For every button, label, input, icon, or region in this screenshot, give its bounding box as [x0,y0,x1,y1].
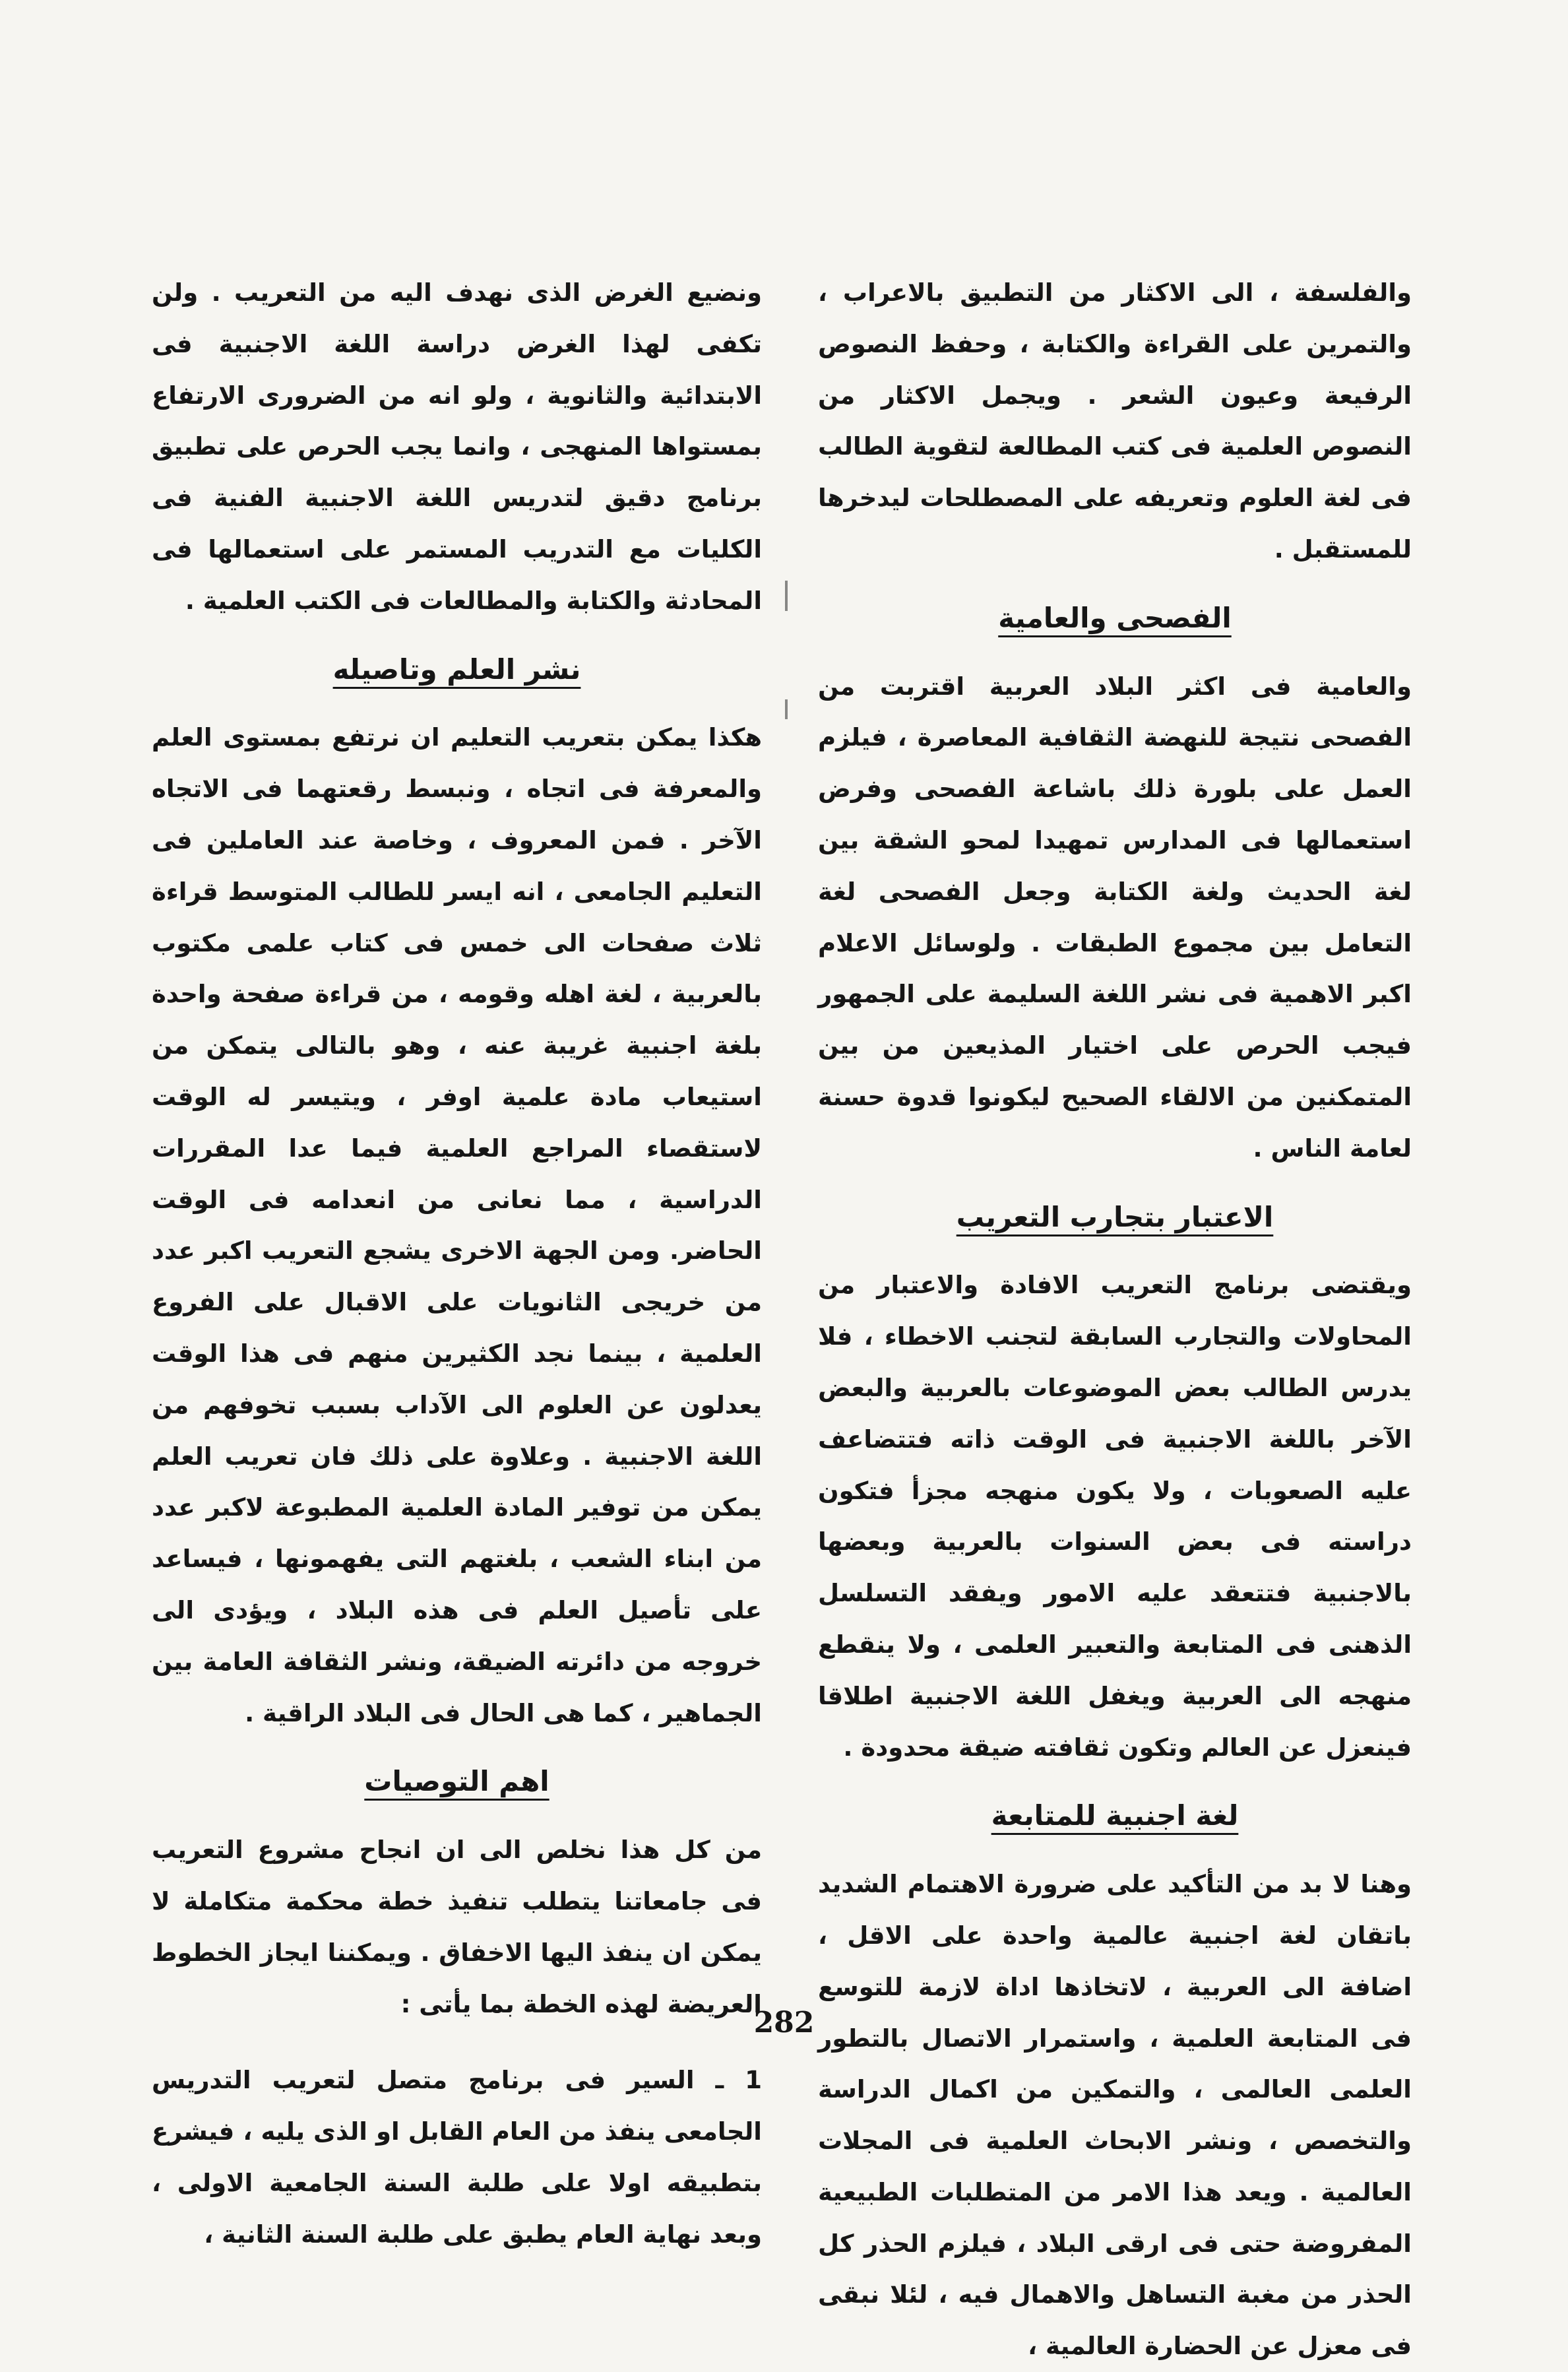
section-body-recommendations: من كل هذا نخلص الى ان انجاح مشروع التعريب فى جامعاتنا يتطلب تنفيذ خطة محكمة متكاملة لا يمكن ان ينفذ اليها الاخفاق . ويمكننا ايجاز الخطوط العريضة لهذه الخطة بما يأتى : [152,1836,762,2018]
recommendation-item-1: 1 ـ السير فى برنامج متصل لتعريب التدريس الجامعى ينفذ من العام القابل او الذى يليه ، فيشرع بتطبيقه اولا على طلبة السنة الجامعية الاولى ، وبعد نهاية العام يطبق على طلبة السنة الثانية ، [152,2066,762,2249]
heading-text: اهم التوصيات [364,1765,549,1798]
page-number: 282 [753,2006,815,2039]
left-column [152,267,762,2260]
section-heading-fusha [818,575,1412,661]
scan-artifact [785,699,788,719]
right-column [818,267,1412,2372]
scan-artifact [785,581,788,611]
heading-text: لغة اجنبية للمتابعة [991,1799,1239,1832]
heading-text: الفصحى والعامية [998,601,1232,634]
section-heading-spreading-science [152,627,762,713]
section-body-fusha: والعامية فى اكثر البلاد العربية اقتربت من الفصحى نتيجة للنهضة الثقافية المعاصرة ، فيلزم العمل على بلورة ذلك باشاعة الفصحى وفرض استعمالها فى المدارس تمهيدا لمحو الشقة بين لغة الحديث ولغة الكتابة وجعل الفصحى لغة التعامل بين مجموع الطبقات . ولوسائل الاعلام اكبر الاهمية فى نشر اللغة السليمة على الجمهور فيجب الحرص على اختيار المذيعين من بين المتمكنين من الالقاء الصحيح ليكونوا قدوة حسنة لعامة الناس . [818,672,1412,1163]
right-intro-paragraph: والفلسفة ، الى الاكثار من التطبيق بالاعراب ، والتمرين على القراءة والكتابة ، وحفظ النصوص الرفيعة وعيون الشعر . ويجمل الاكثار من النصوص العلمية فى كتب المطالعة لتقوية الطالب فى لغة العلوم وتعريفه على المصطلحات ليدخرها للمستقبل . [818,278,1412,563]
heading-text: الاعتبار بتجارب التعريب [956,1200,1274,1233]
heading-text: نشر العلم وتاصيله [332,653,581,686]
left-intro-paragraph: ونضيع الغرض الذى نهدف اليه من التعريب . ولن تكفى لهذا الغرض دراسة اللغة الاجنبية فى الابتدائية والثانوية ، ولو انه من الضرورى الارتفاع بمستواها المنهجى ، وانما يجب الحرص على تطبيق برنامج دقيق لتدريس اللغة الاجنبية الفنية فى الكليات مع التدريب المستمر على استعمالها فى المحادثة والكتابة والمطالعات فى الكتب العلمية . [152,278,762,615]
section-heading-foreign-language [818,1773,1412,1859]
section-heading-experiences [818,1174,1412,1260]
section-heading-recommendations [152,1739,762,1824]
section-body-spreading-science: هكذا يمكن بتعريب التعليم ان نرتفع بمستوى العلم والمعرفة فى اتجاه ، ونبسط رقعتهما فى الاتجاه الآخر . فمن المعروف ، وخاصة عند العاملين فى التعليم الجامعى ، انه ايسر للطالب المتوسط قراءة ثلاث صفحات الى خمس فى كتاب علمى مكتوب بالعربية ، لغة اهله وقومه ، من قراءة صفحة واحدة بلغة اجنبية غريبة عنه ، وهو بالتالى يتمكن من استيعاب مادة علمية اوفر ، ويتيسر له الوقت لاستقصاء المراجع العلمية فيما عدا المقررات الدراسية ، مما نعانى من انعدامه فى الوقت الحاضر. ومن الجهة الاخرى يشجع التعريب اكبر عدد من خريجى الثانويات على الاقبال على الفروع العلمية ، بينما نجد الكثيرين منهم فى هذا الوقت يعدلون عن العلوم الى الآداب بسبب تخوفهم من اللغة الاجنبية . وعلاوة على ذلك فان تعريب العلم يمكن من توفير المادة العلمية المطبوعة لاكبر عدد من ابناء الشعب ، بلغتهم التى يفهمونها ، فيساعد على تأصيل العلم فى هذه البلاد ، ويؤدى الى خروجه من دائرته الضيقة، ونشر الثقافة العامة بين الجماهير ، كما هى الحال فى البلاد الراقية . [152,723,762,1727]
section-body-foreign-language: وهنا لا بد من التأكيد على ضرورة الاهتمام الشديد باتقان لغة اجنبية عالمية واحدة على الاقل ، اضافة الى العربية ، لاتخاذها اداة لازمة للتوسع فى المتابعة العلمية ، واستمرار الاتصال بالتطور العلمى العالمى ، والتمكين من اكمال الدراسة والتخصص ، ونشر الابحاث العلمية فى المجلات العالمية . ويعد هذا الامر من المتطلبات الطبيعية المفروضة حتى فى ارقى البلاد ، فيلزم الحذر كل الحذر من مغبة التساهل والاهمال فيه ، لئلا نبقى فى معزل عن الحضارة العالمية ، [818,1870,1412,2361]
section-body-experiences: ويقتضى برنامج التعريب الافادة والاعتبار من المحاولات والتجارب السابقة لتجنب الاخطاء ، فلا يدرس الطالب بعض الموضوعات بالعربية والبعض الآخر باللغة الاجنبية فى الوقت ذاته فتتضاعف عليه الصعوبات ، ولا يكون منهجه مجزأ فتكون دراسته فى بعض السنوات بالعربية وبعضها بالاجنبية فتتعقد عليه الامور ويفقد التسلسل الذهنى فى المتابعة والتعبير العلمى ، ولا ينقطع منهجه الى العربية ويغفل اللغة الاجنبية اطلاقا فينعزل عن العالم وتكون ثقافته ضيقة محدودة . [818,1271,1412,1762]
